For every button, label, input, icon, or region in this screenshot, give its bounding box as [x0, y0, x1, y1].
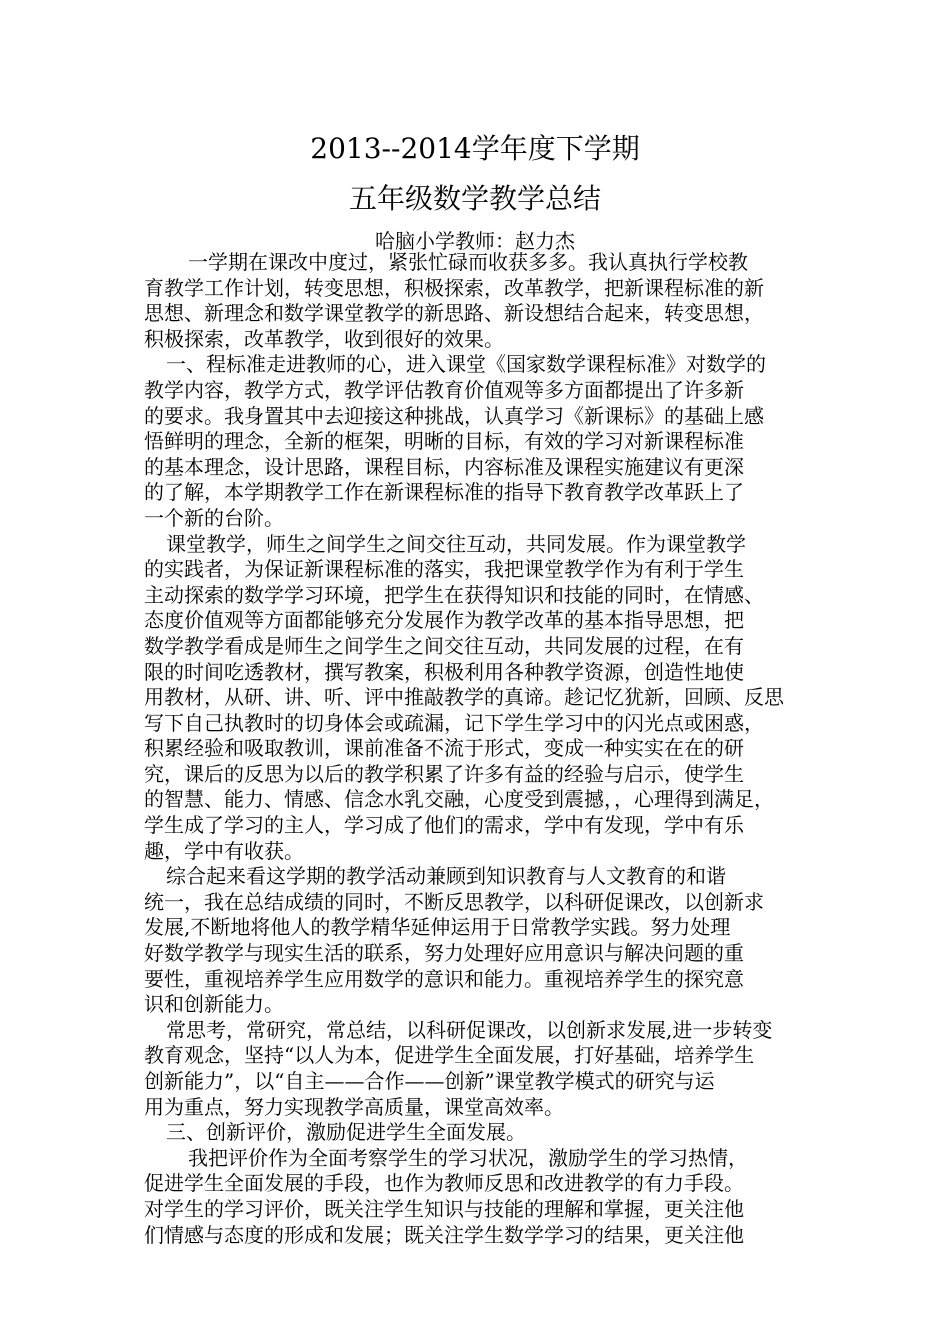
body-line: 数学教学看成是师生之间学生之间交往互动，共同发展的过程，在有 [144, 633, 744, 658]
body-line: 一学期在课改中度过，紧张忙碌而收获多多。我认真执行学校教 [188, 250, 748, 274]
body-line: 的要求。我身置其中去迎接这种挑战，认真学习《新课标》的基础上感 [144, 403, 764, 428]
body-line: 课堂教学，师生之间学生之间交往互动，共同发展。作为课堂教学 [166, 531, 746, 556]
body-line: 好数学教学与现实生活的联系，努力处理好应用意识与解决问题的重 [144, 941, 744, 966]
body-line: 们情感与态度的形成和发展；既关注学生数学学习的结果，更关注他 [144, 1222, 744, 1247]
body-line: 三、创新评价，激励促进学生全面发展。 [166, 1120, 526, 1145]
body-line: 思想、新理念和数学课堂教学的新思路、新设想结合起来，转变思想， [144, 301, 764, 326]
document-title: 2013--2014学年度下学期 [310, 132, 640, 165]
document-subtitle: 五年级数学教学总结 [348, 182, 601, 215]
body-line: 一、程标准走进教师的心，进入课堂《国家数学课程标准》对数学的 [166, 352, 766, 377]
body-line: 的了解，本学期教学工作在新课程标准的指导下教育教学改革跃上了 [144, 480, 744, 505]
body-line: 的智慧、能力、情感、信念水乳交融，心度受到震撼，，心理得到满足， [144, 787, 774, 812]
body-line: 教育观念，坚持“以人为本，促进学生全面发展，打好基础，培养学生 [144, 1043, 755, 1068]
body-line: 我把评价作为全面考察学生的学习状况，激励学生的学习热情， [188, 1145, 748, 1170]
body-line: 一个新的台阶。 [144, 505, 284, 530]
body-line: 识和创新能力。 [144, 992, 284, 1017]
body-line: 统一，我在总结成绩的同时，不断反思教学，以科研促课改，以创新求 [144, 889, 764, 914]
body-line: 悟鲜明的理念，全新的框架，明晰的目标，有效的学习对新课程标准 [144, 429, 744, 454]
body-line: 主动探索的数学学习环境，把学生在获得知识和技能的同时，在情感、 [144, 582, 764, 607]
body-line: 趣，学中有收获。 [144, 838, 304, 863]
body-line: 教学内容，教学方式，教学评估教育价值观等多方面都提出了许多新 [144, 377, 744, 402]
body-line: 育教学工作计划，转变思想，积极探索，改革教学，把新课程标准的新 [144, 275, 764, 300]
body-line: 究，课后的反思为以后的教学积累了许多有益的经验与启示，使学生 [144, 761, 744, 786]
body-line: 写下自己执教时的切身体会或疏漏，记下学生学习中的闪光点或困惑， [144, 710, 764, 735]
body-line: 常思考，常研究，常总结，以科研促课改，以创新求发展,进一步转变 [166, 1017, 773, 1042]
body-line: 的基本理念，设计思路，课程目标，内容标准及课程实施建议有更深 [144, 454, 744, 479]
body-line: 用教材，从研、讲、听、评中推敲教学的真谛。趁记忆犹新，回顾、反思 [144, 685, 784, 710]
body-line: 限的时间吃透教材，撰写教案，积极利用各种教学资源，创造性地使 [144, 659, 744, 684]
body-line: 学生成了学习的主人，学习成了他们的需求，学中有发现，学中有乐 [144, 813, 744, 838]
author-line: 哈脑小学教师：赵力杰 [375, 229, 575, 253]
body-line: 促进学生全面发展的手段，也作为教师反思和改进教学的有力手段。 [144, 1171, 744, 1196]
body-line: 发展,不断地将他人的教学精华延伸运用于日常教学实践。努力处理 [144, 915, 731, 940]
body-line: 对学生的学习评价，既关注学生知识与技能的理解和掌握，更关注他 [144, 1196, 744, 1221]
body-line: 的实践者，为保证新课程标准的落实，我把课堂教学作为有利于学生 [144, 557, 744, 582]
body-line: 积累经验和吸取教训，课前准备不流于形式，变成一种实实在在的研 [144, 736, 744, 761]
body-line: 要性，重视培养学生应用数学的意识和能力。重视培养学生的探究意 [144, 966, 744, 991]
body-line: 积极探索，改革教学，收到很好的效果。 [144, 326, 504, 351]
body-line: 综合起来看这学期的教学活动兼顾到知识教育与人文教育的和谐 [166, 864, 726, 889]
body-line: 态度价值观等方面都能够充分发展作为教学改革的基本指导思想，把 [144, 608, 744, 633]
body-line: 用为重点，努力实现教学高质量，课堂高效率。 [144, 1094, 564, 1119]
document-body [144, 250, 814, 1248]
body-line: 创新能力”，以“自主——合作——创新”课堂教学模式的研究与运 [144, 1069, 715, 1093]
